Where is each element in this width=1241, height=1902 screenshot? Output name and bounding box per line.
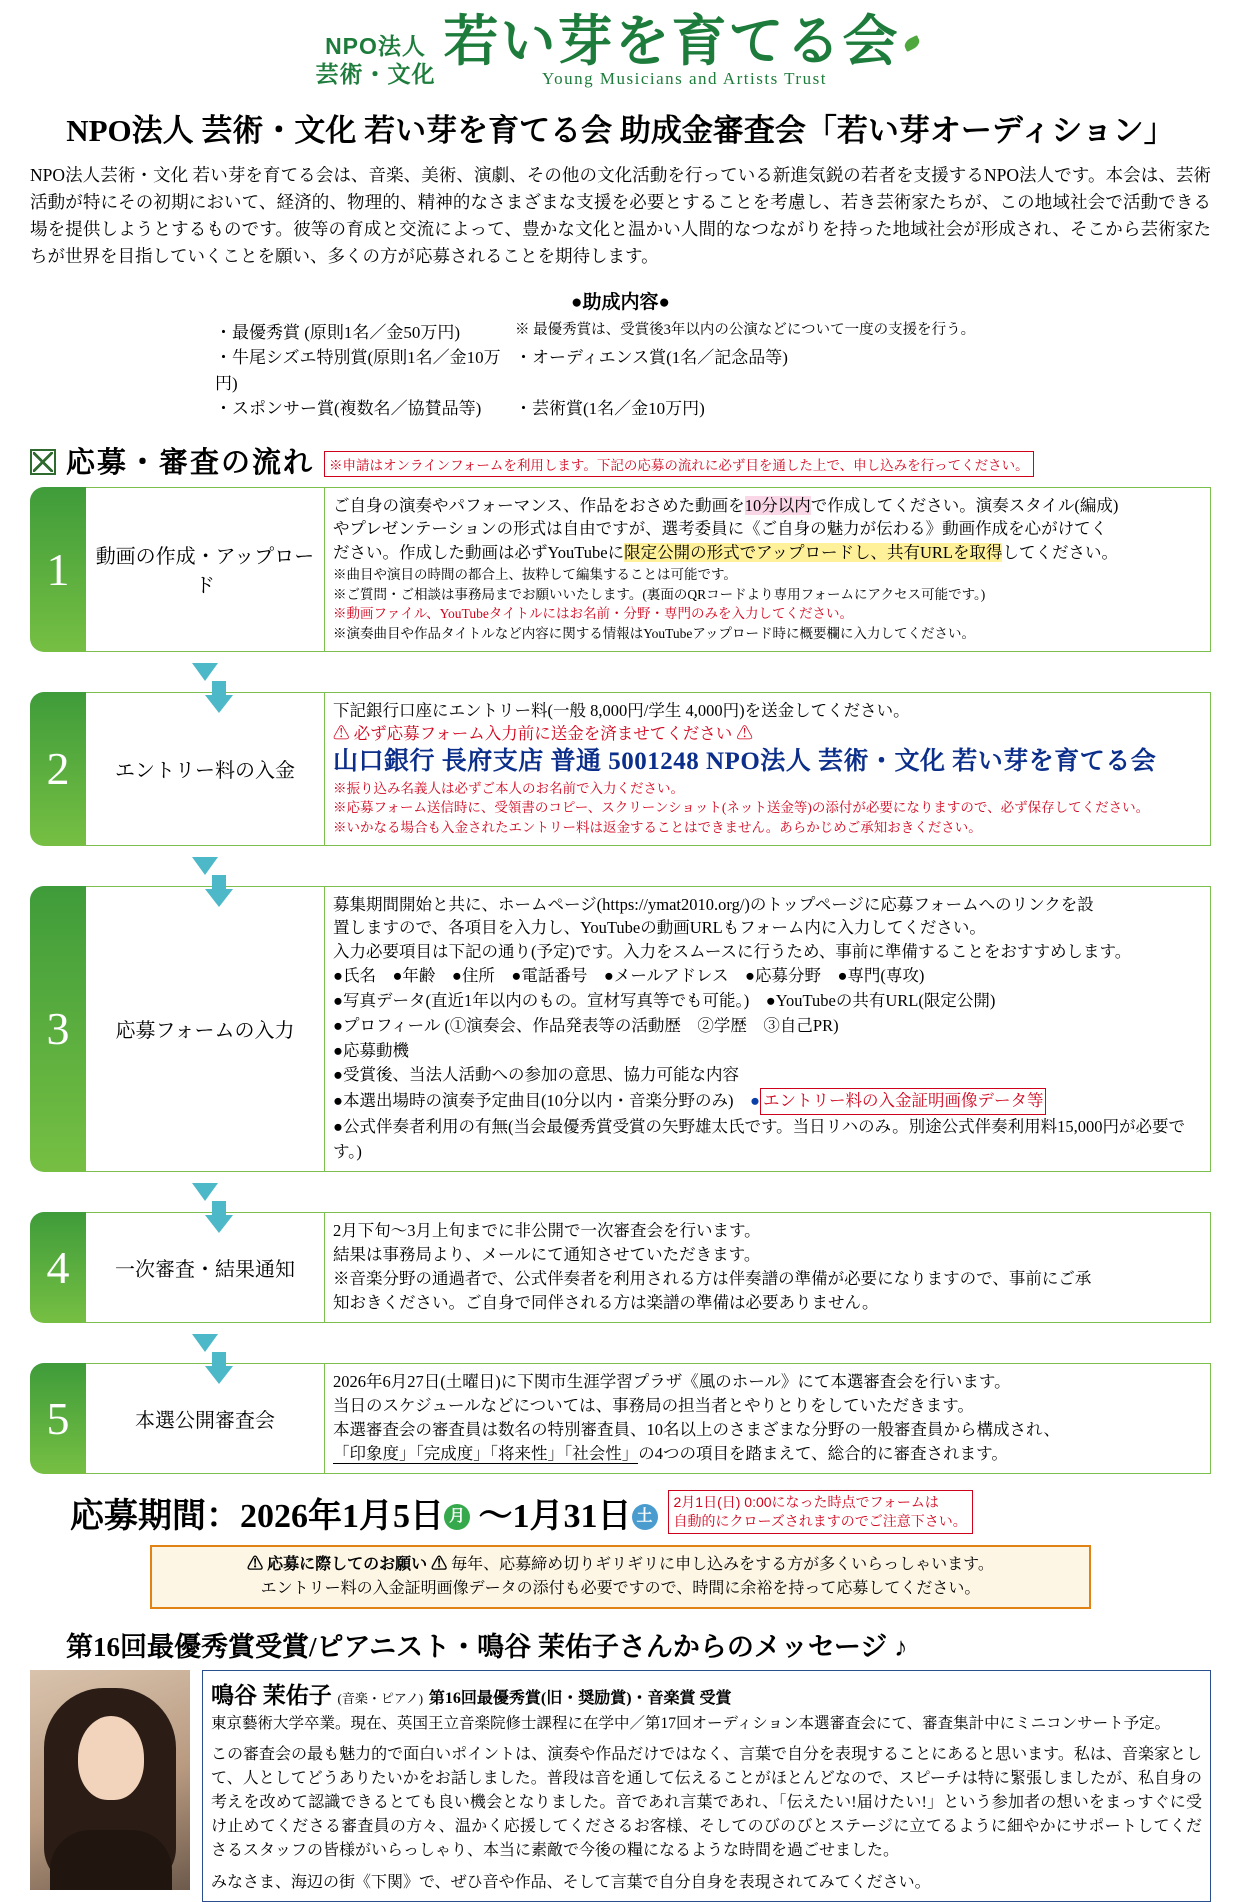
step-line: 知おきください。ご自身で同伴される方は楽譜の準備は必要ありません。 xyxy=(333,1293,879,1313)
winner-profile: 東京藝術大学卒業。現在、英国王立音楽院修士課程に在学中／第17回オーディション本選審査会にて、審査集計中にミニコンサート予定。 xyxy=(211,1714,1171,1732)
step-line: 2026年6月27日(土曜日)に下関市生涯学習プラザ《風のホール》にて本選審査会を行います。 xyxy=(333,1372,1011,1391)
steps-table xyxy=(30,487,1211,1474)
step-line: やプレゼンテーションの形式は自由ですが、選考委員に《ご自身の魅力が伝わる》動画作成を心がけてく xyxy=(333,519,1108,539)
step-body xyxy=(325,487,1211,652)
winner-message-text2: みなさま、海辺の街《下関》で、ぜひ音や作品、そして言葉で自分自身を表現されてみてください。 xyxy=(211,1873,931,1891)
message-block xyxy=(30,1670,1211,1902)
logo-left-text xyxy=(315,32,435,90)
request-line1: 毎年、応募締め切りギリギリに申し込みをする方が多くいらっしゃいます。 xyxy=(451,1555,994,1573)
step-number: 3 xyxy=(30,886,86,1173)
grant-item: ・牛尾シズエ特別賞(原則1名／金10万円) xyxy=(215,348,501,393)
flow-heading-row xyxy=(30,440,1241,481)
step-label: 本選公開審査会 xyxy=(86,1363,325,1474)
grants-row xyxy=(215,320,1241,346)
winner-award: 第16回最優秀賞(旧・奨励賞)・音楽賞 受賞 xyxy=(428,1689,732,1707)
list-item: ●応募動機 xyxy=(333,1040,409,1060)
step-line: 2月下旬〜3月上旬までに非公開で一次審査会を行います。 xyxy=(333,1221,761,1241)
logo-line2: 芸術・文化 xyxy=(315,61,436,88)
list-item: ●プロフィール (①演奏会、作品発表等の活動歴 ②学歴 ③自己PR) xyxy=(333,1015,839,1035)
step-row-1 xyxy=(30,487,1211,652)
step-line: 下記銀行口座にエントリー料(一般 8,000円/学生 4,000円)を送金してください。 xyxy=(333,700,910,720)
step-number: 2 xyxy=(30,692,86,846)
step-line: 「印象度」「完成度」「将来性」「社会性」の4つの項目を踏まえて、総合的に審査されます。 xyxy=(333,1443,1008,1463)
step-label: 動画の作成・アップロード xyxy=(86,487,325,652)
logo-main-text: 若い芽を育てる会 xyxy=(443,14,925,69)
grants-row xyxy=(215,396,1241,422)
organization-logo xyxy=(0,0,1241,89)
step-label: エントリー料の入金 xyxy=(86,692,325,846)
step-body xyxy=(325,1363,1211,1474)
list-item: ●本選出場時の演奏予定曲目(10分以内・音楽分野のみ) ● エントリー料の入金証明画像データ等 xyxy=(333,1088,1202,1115)
step-line: 結果は事務局より、メールにて通知させていただきます。 xyxy=(333,1245,761,1265)
step-number: 4 xyxy=(30,1212,86,1323)
application-period xyxy=(70,1488,1241,1537)
arrow-row xyxy=(30,652,1211,692)
step-body xyxy=(325,1212,1211,1323)
weekday-chip-sat: 土 xyxy=(632,1504,658,1530)
winner-field: (音楽・ピアノ) xyxy=(337,1690,424,1706)
step-body xyxy=(325,886,1211,1173)
bank-account-info: 山口銀行 長府支店 普通 5001248 NPO法人 芸術・文化 若い芽を育てる会 xyxy=(333,748,1157,776)
grants-row xyxy=(215,345,1241,396)
weekday-chip-mon: 月 xyxy=(444,1504,470,1530)
step-line: 入力必要項目は下記の通り(予定)です。入力をスムースに行うため、事前に準備することをおすすめします。 xyxy=(333,942,1132,962)
flow-heading: 応募・審査の流れ xyxy=(66,446,315,479)
request-line2: エントリー料の入金証明画像データの添付も必要ですので、時間に余裕を持って応募してください。 xyxy=(260,1579,981,1597)
message-heading-row xyxy=(30,1625,1241,1664)
grant-item: ・スポンサー賞(複数名／協賛品等) xyxy=(215,399,482,418)
request-box xyxy=(150,1545,1091,1609)
arrow-row xyxy=(30,1172,1211,1212)
step-note: ※曲目や演目の時間の都合上、抜粋して編集することは可能です。 xyxy=(333,567,737,583)
step-line: ださい。作成した動画は必ずYouTubeに限定公開の形式でアップロードし、共有URLを取得してください。 xyxy=(333,543,1118,563)
step-note: ※演奏曲目や作品タイトルなど内容に関する情報はYouTubeアップロード時に概要欄に入力してください。 xyxy=(333,625,975,641)
winner-message-text: この審査会の最も魅力的で面白いポイントは、演奏や作品だけではなく、言葉で自分を表現することにあると思います。私は、音楽家として、人としてどうありたいかをお話しました。普段は音を通して伝えることがほとんどなので、スピーチは特に緊張しましたが、私自身の考えを改めて認識できるとても良い機会となりました。音であれ言葉であれ、「伝えたい!届けたい!」という参加者の想いをまっすぐに受け止めてくださる審査員の方々、温かく応援してくださるお客様、そしてのびのびとステージに立てるように細やかにサポートしてくださるスタッフの皆様がいらっしゃり、本当に素敵で今後の糧になるような時間を過ごせました。 xyxy=(211,1745,1202,1859)
grant-item: ・最優秀賞 (原則1名／金50万円) xyxy=(215,322,461,342)
leaf-icon xyxy=(900,34,926,60)
step-line: ※音楽分野の通過者で、公式伴奏者を利用される方は伴奏譜の準備が必要になりますので、事前にご承 xyxy=(333,1269,1092,1289)
step-label: 応募フォームの入力 xyxy=(86,886,325,1173)
step-number: 5 xyxy=(30,1363,86,1474)
step-note: ※振り込み名義人は必ずご本人のお名前で入力ください。 xyxy=(333,780,684,796)
step-line: 当日のスケジュールなどについては、事務局の担当者とやりとりをしていただきます。 xyxy=(333,1395,974,1415)
step-row-2 xyxy=(30,692,1211,846)
message-card xyxy=(202,1670,1211,1902)
logo-line1: NPO法人 xyxy=(325,32,426,59)
arrow-row xyxy=(30,846,1211,886)
down-arrow-icon xyxy=(192,1334,218,1352)
highlight-duration: 10分以内 xyxy=(744,495,811,515)
list-item: ●受賞後、当法人活動への参加の意思、協力可能な内容 xyxy=(333,1065,739,1085)
down-arrow-icon xyxy=(192,663,218,681)
request-title: ⚠ 応募に際してのお願い ⚠ xyxy=(247,1555,448,1573)
list-item: ●氏名 ●年齢 ●住所 ●電話番号 ●メールアドレス ●応募分野 ●専門(専攻) xyxy=(333,966,925,986)
highlight-private: 限定公開の形式でアップロードし、共有URLを取得 xyxy=(624,543,1003,563)
period-side-note: 2月1日(日) 0:00になった時点でフォームは 自動的にクローズされますのでご注意下さい。 xyxy=(668,1490,973,1534)
step-line: 本選審査会の審査員は数名の特別審査員、10名以上のさまざまな分野の一般審査員から構成され、 xyxy=(333,1419,1060,1439)
grant-item: ・芸術賞(1名／金10万円) xyxy=(515,399,705,418)
step-number: 1 xyxy=(30,487,86,652)
down-arrow-icon xyxy=(192,857,218,875)
grants-heading: ●助成内容● xyxy=(571,291,670,313)
checkered-flag-icon xyxy=(30,449,56,475)
step-line: 置しますので、各項目を入力し、YouTubeの動画URLもフォーム内に入力してください。 xyxy=(333,918,986,938)
grants-list xyxy=(215,320,1241,422)
logo-sub-text: Young Musicians and Artists Trust xyxy=(542,69,827,88)
list-item: ●公式伴奏者利用の有無(当会最優秀賞受賞の矢野雄太氏です。当日リハのみ。別途公式伴奏利用料15,000円が必要です。) xyxy=(333,1116,1186,1161)
page-title: NPO法人 芸術・文化 若い芽を育てる会 助成金審査会「若い芽オーディション」 xyxy=(66,113,1175,148)
message-heading: 第16回最優秀賞受賞/ピアニスト・鳴谷 茉佑子さんからのメッセージ ♪ xyxy=(66,1631,908,1662)
step-note: ※動画ファイル、YouTubeタイトルにはお名前・分野・専門のみを入力してください。 xyxy=(333,606,854,622)
step-line: 募集期間開始と共に、ホームページ(https://ymat2010.org/)のトップページに応募フォームへのリンクを設 xyxy=(333,894,1094,914)
grant-note: ※ 最優秀賞は、受賞後3年以内の公演などについて一度の支援を行う。 xyxy=(515,321,976,338)
flow-warning-note: ※申請はオンラインフォームを利用します。下記の応募の流れに必ず目を通した上で、申し込みを行ってください。 xyxy=(324,451,1034,477)
intro-paragraph: NPO法人芸術・文化 若い芽を育てる会は、音楽、美術、演劇、その他の文化活動を行っている新進気鋭の若者を支援するNPO法人です。本会は、芸術活動が特にその初期において、経済的、物理的、精神的なさまざまな支援を必要とすることを考慮し、若き芸術家たちが、この地域社会で活動できる場を提供しようとするものです。彼等の育成と交流によって、豊かな文化と温かい人間的なつながりを持った地域社会が形成され、そこから芸術家たちが世界を目指していくことを願い、多くの方が応募されることを期待します。 xyxy=(30,165,1211,267)
grant-item: ・オーディエンス賞(1名／記念品等) xyxy=(515,348,788,367)
step-note: ※ご質問・ご相談は事務局までお願いいたします。(裏面のQRコードより専用フォームにアクセス可能です。) xyxy=(333,586,986,602)
arrow-row xyxy=(30,1323,1211,1363)
winner-photo xyxy=(30,1670,190,1890)
step-body xyxy=(325,692,1211,846)
checkered-flag-icon xyxy=(30,1632,56,1658)
form-items-list xyxy=(333,964,1202,1164)
period-text: 応募期間：2026年1月5日 月 〜1月31日 土 xyxy=(70,1488,658,1537)
step-note: ※応募フォーム送信時に、受領書のコピー、スクリーンショット(ネット送金等)の添付が必要になりますので、必ず保存してください。 xyxy=(333,800,1150,816)
step-label: 一次審査・結果通知 xyxy=(86,1212,325,1323)
step-note: ※いかなる場合も入金されたエントリー料は返金することはできません。あらかじめご承知おきください。 xyxy=(333,819,982,835)
list-item: ●写真データ(直近1年以内のもの。宣材写真等でも可能。) ●YouTubeの共有URL(限定公開) xyxy=(333,991,996,1011)
winner-name-row: 鳴谷 茉佑子 (音楽・ピアノ) 第16回最優秀賞(旧・奨励賞)・音楽賞 受賞 xyxy=(211,1682,732,1708)
step-row-3 xyxy=(30,886,1211,1173)
down-arrow-icon xyxy=(192,1183,218,1201)
step-line: ご自身の演奏やパフォーマンス、作品をおさめた動画を10分以内で作成してください。演奏スタイル(編成) xyxy=(333,495,1119,515)
step-alert: ⚠ 必ず応募フォーム入力前に送金を済ませてください ⚠ xyxy=(333,724,753,744)
